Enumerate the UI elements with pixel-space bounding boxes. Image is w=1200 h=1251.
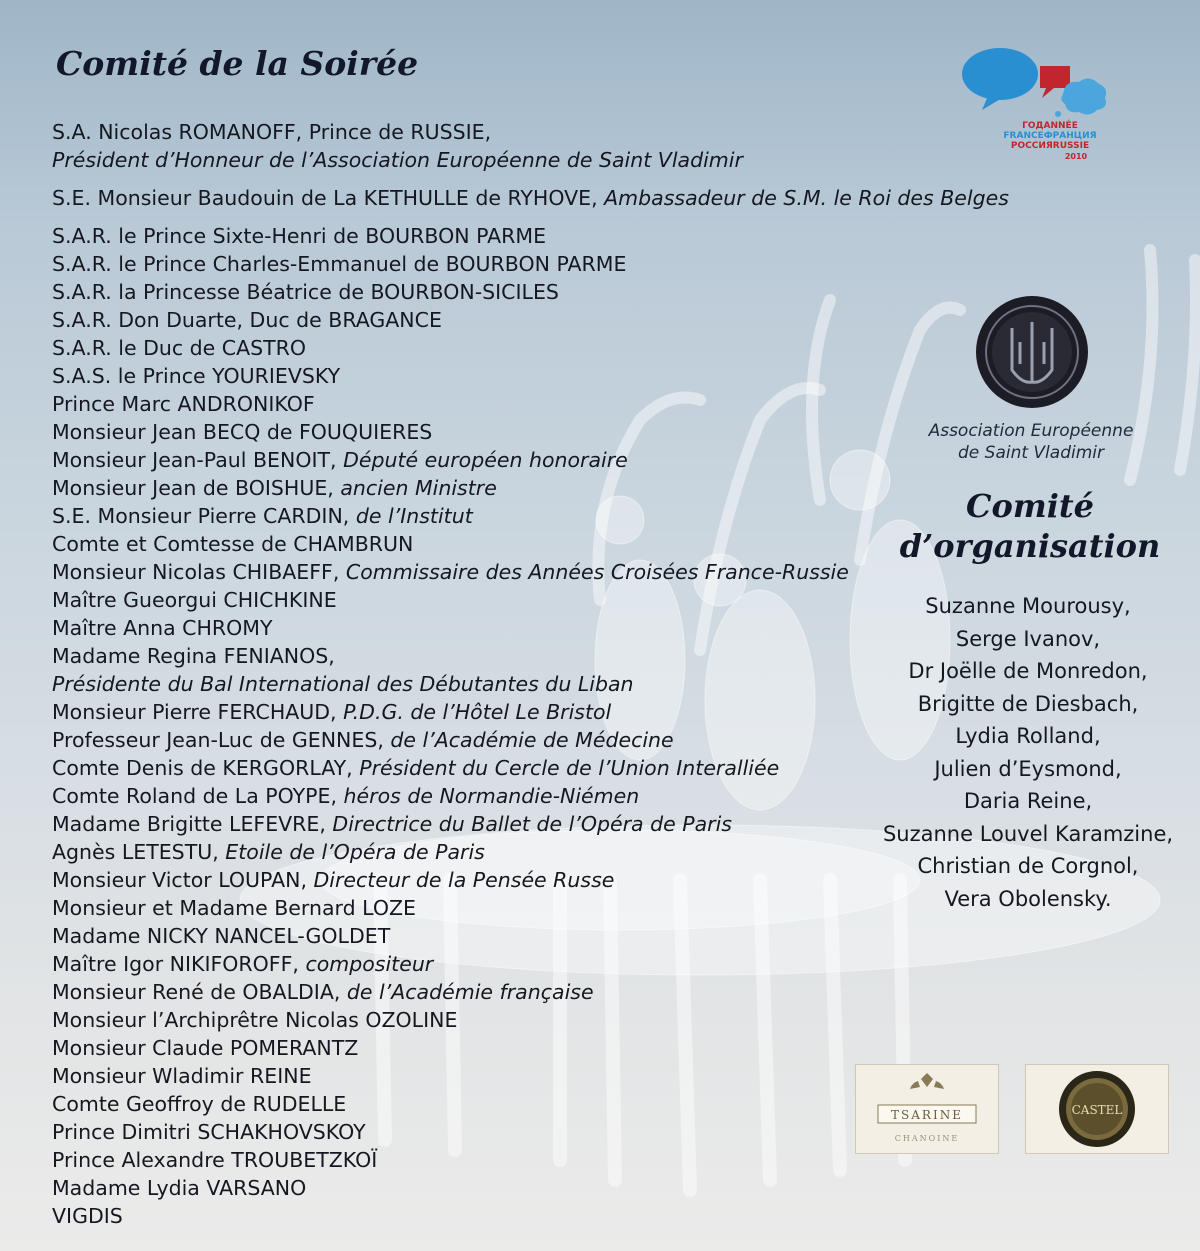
member-item: [52, 642, 912, 698]
member-role: compositeur: [305, 952, 434, 976]
chanoine-label: CHANOINE: [894, 1134, 960, 1143]
organisation-member: Julien d’Eysmond,: [934, 756, 1122, 781]
member-item: [52, 1090, 912, 1118]
member-item: [52, 334, 912, 362]
member-role: Directrice du Ballet de l’Opéra de Paris: [332, 812, 732, 836]
member-item: [52, 978, 912, 1006]
member-item: [52, 184, 1009, 212]
member-item: [52, 446, 912, 474]
association-line-1: Association Européenne: [928, 421, 1134, 441]
member-name: Comte Roland de La POYPE,: [52, 784, 338, 808]
member-item: [52, 726, 912, 754]
member-name: Madame Lydia VARSANO: [52, 1176, 307, 1200]
member-name: VIGDIS: [52, 1204, 123, 1228]
member-item: [52, 950, 912, 978]
member-role: Président d’Honneur de l’Association Européenne de Saint Vladimir: [52, 148, 743, 172]
member-item: [52, 894, 912, 922]
member-item: [52, 418, 912, 446]
member-name: Madame Regina FENIANOS,: [52, 644, 335, 668]
member-role: Député européen honoraire: [343, 448, 628, 472]
member-item: [52, 1174, 912, 1202]
member-item: [52, 1006, 912, 1034]
member-item: [52, 586, 912, 614]
logo-line-3: РОССИЯRUSSIE: [1010, 141, 1090, 151]
member-role: Présidente du Bal International des Débutantes du Liban: [52, 672, 634, 696]
member-role: de l’Académie de Médecine: [390, 728, 674, 752]
member-role: de l’Académie française: [346, 980, 594, 1004]
castel-sponsor-logo: [1025, 1064, 1169, 1154]
member-name: Prince Alexandre TROUBETZKOÏ: [52, 1148, 378, 1172]
member-role: Commissaire des Années Croisées France-Russie: [345, 560, 849, 584]
member-name: Monsieur Nicolas CHIBAEFF,: [52, 560, 340, 584]
organisation-member: Christian de Corgnol,: [917, 854, 1139, 878]
member-role: ancien Ministre: [340, 476, 497, 500]
member-item: [52, 306, 912, 334]
member-item: [52, 838, 912, 866]
member-item: [52, 1118, 912, 1146]
member-role: Etoile de l’Opéra de Paris: [225, 840, 485, 864]
member-name: S.E. Monsieur Pierre CARDIN,: [52, 504, 350, 528]
member-item: [52, 810, 912, 838]
member-item: [52, 278, 912, 306]
member-name: Professeur Jean-Luc de GENNES,: [52, 728, 384, 752]
organisation-member-list: [860, 590, 1196, 915]
member-name: Madame NICKY NANCEL-GOLDET: [52, 924, 391, 948]
member-name: S.A. Nicolas ROMANOFF, Prince de RUSSIE,: [52, 120, 492, 144]
organisation-member: Suzanne Mourousy,: [925, 594, 1131, 618]
member-name: Monsieur Jean BECQ de FOUQUIERES: [52, 420, 433, 444]
member-name: S.A.S. le Prince YOURIEVSKY: [52, 364, 341, 388]
organisation-member: Brigitte de Diesbach,: [917, 691, 1139, 716]
member-item: [52, 474, 912, 502]
member-role: P.D.G. de l’Hôtel Le Bristol: [343, 700, 612, 724]
member-name: Comte Denis de KERGORLAY,: [52, 756, 353, 780]
organisation-member: Lydia Rolland,: [955, 724, 1101, 748]
member-item: [52, 1146, 912, 1174]
organisation-member: Vera Obolensky.: [944, 886, 1112, 911]
castel-label: CASTEL: [1071, 1103, 1123, 1117]
member-name: Monsieur l’Archiprêtre Nicolas OZOLINE: [52, 1008, 458, 1032]
member-item: [52, 698, 912, 726]
member-role: Ambassadeur de S.M. le Roi des Belges: [604, 186, 1009, 210]
member-name: Monsieur Claude POMERANTZ: [52, 1036, 359, 1060]
organisation-committee-title: [870, 486, 1190, 566]
france-russia-year-logo: [958, 46, 1108, 166]
member-name: Monsieur et Madame Bernard LOZE: [52, 896, 416, 920]
member-item: [52, 866, 912, 894]
speech-bubble-red-icon: [1040, 66, 1070, 88]
logo-year: 2010: [1064, 152, 1088, 161]
member-item: [52, 118, 912, 174]
member-name: S.A.R. le Prince Sixte-Henri de BOURBON PARME: [52, 224, 547, 248]
member-item: [52, 250, 912, 278]
member-item: [52, 502, 912, 530]
member-role: héros de Normandie-Niémen: [343, 784, 640, 808]
member-name: Monsieur Jean de BOISHUE,: [52, 476, 334, 500]
member-name: Prince Dimitri SCHAKHOVSKOY: [52, 1120, 366, 1144]
member-name: Monsieur Wladimir REINE: [52, 1064, 312, 1088]
member-item: [52, 782, 912, 810]
member-name: Monsieur Jean-Paul BENOIT,: [52, 448, 337, 472]
member-item: [52, 922, 912, 950]
organisation-member: Serge Ivanov,: [955, 626, 1101, 651]
member-item: [52, 222, 912, 250]
member-item: [52, 390, 912, 418]
member-name: Comte Geoffroy de RUDELLE: [52, 1092, 347, 1116]
association-name: [900, 420, 1162, 464]
member-role: Directeur de la Pensée Russe: [313, 868, 615, 892]
organisation-member: Suzanne Louvel Karamzine,: [882, 821, 1174, 846]
member-role: Président du Cercle de l’Union Interalliée: [359, 756, 780, 780]
member-name: S.A.R. le Duc de CASTRO: [52, 336, 307, 360]
member-name: Monsieur Victor LOUPAN,: [52, 868, 307, 892]
member-item: [52, 1034, 912, 1062]
member-item: [52, 362, 912, 390]
member-name: Maître Gueorgui CHICHKINE: [52, 588, 337, 612]
member-name: Madame Brigitte LEFEVRE,: [52, 812, 326, 836]
page-title: Comité de la Soirée: [56, 44, 419, 83]
member-name: S.A.R. Don Duarte, Duc de BRAGANCE: [52, 308, 442, 332]
organisation-title-line-2: d’organisation: [899, 527, 1161, 565]
member-item: [52, 1062, 912, 1090]
member-name: Maître Igor NIKIFOROFF,: [52, 952, 299, 976]
member-item: [52, 1202, 912, 1230]
organisation-member: Dr Joëlle de Monredon,: [908, 659, 1148, 683]
logo-line-1: ГОДANNÉE: [1022, 121, 1078, 131]
member-name: S.E. Monsieur Baudouin de La KETHULLE de RYHOVE,: [52, 186, 598, 210]
logo-line-2: FRANCEФРАНЦИЯ: [1003, 131, 1097, 141]
tsarine-label: TSARINE: [891, 1108, 963, 1122]
member-item: [52, 614, 912, 642]
member-item: [52, 558, 912, 586]
member-name: Maître Anna CHROMY: [52, 616, 273, 640]
organisation-member: Daria Reine,: [963, 789, 1093, 813]
member-role: de l’Institut: [355, 504, 473, 528]
member-name: S.A.R. le Prince Charles-Emmanuel de BOURBON PARME: [52, 252, 627, 276]
organisation-title-line-1: Comité: [966, 487, 1094, 525]
member-name: Monsieur Pierre FERCHAUD,: [52, 700, 337, 724]
member-name: Comte et Comtesse de CHAMBRUN: [52, 532, 414, 556]
member-name: Monsieur René de OBALDIA,: [52, 980, 341, 1004]
tsarine-sponsor-logo: [855, 1064, 999, 1154]
member-name: S.A.R. la Princesse Béatrice de BOURBON-SICILES: [52, 280, 559, 304]
member-name: Prince Marc ANDRONIKOF: [52, 392, 315, 416]
association-seal-icon: [972, 292, 1092, 412]
member-name: Agnès LETESTU,: [52, 840, 219, 864]
eagle-crest-icon: [910, 1073, 944, 1089]
member-item: [52, 754, 912, 782]
speech-bubble-blue-icon: [962, 48, 1038, 100]
member-item: [52, 530, 912, 558]
association-line-2: de Saint Vladimir: [958, 443, 1104, 463]
